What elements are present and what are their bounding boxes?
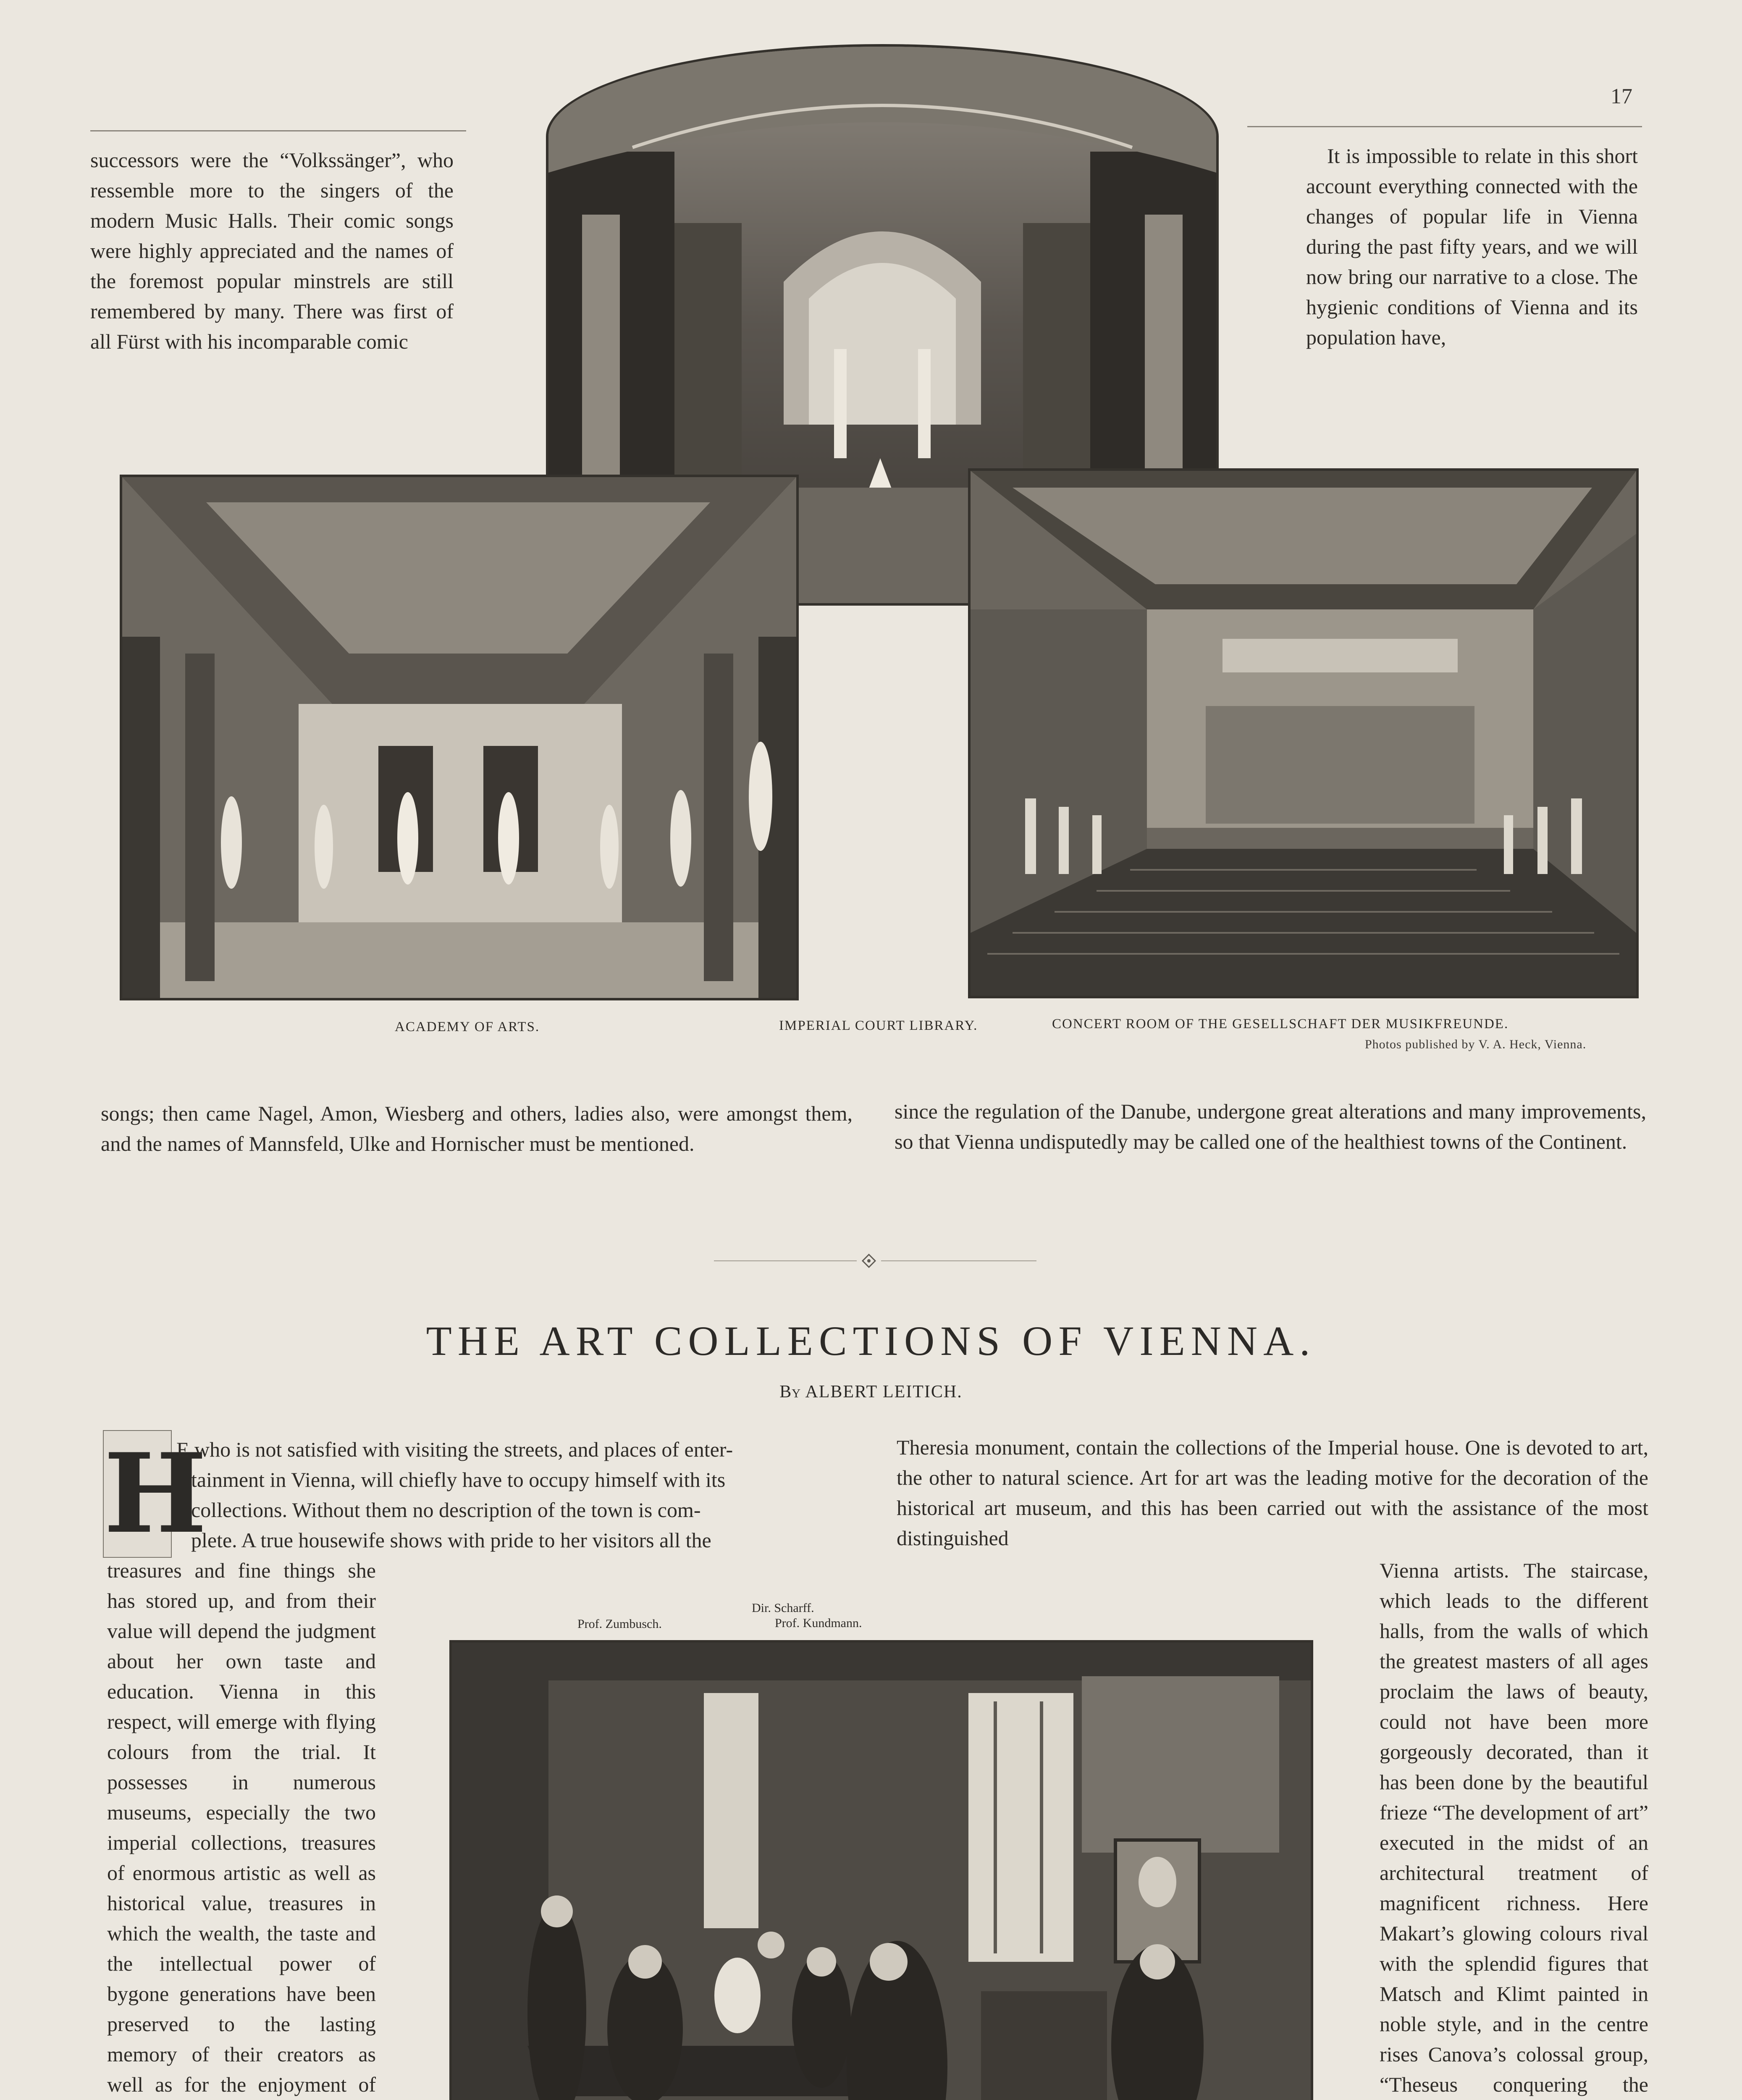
separator-ornament — [862, 1254, 876, 1268]
upper-bottom-right: since the regulation of the Danube, undergone great alterations and many improvements, so that Vienna undisputedly may be called one of the healthiest towns of the Continent. — [895, 1100, 1646, 1153]
separator-rule-left — [714, 1260, 857, 1261]
seance-painting — [449, 1640, 1313, 2100]
byline-author: ALBERT LEITICH. — [805, 1382, 963, 1402]
upper-bottom-left: songs; then came Nagel, Amon, Wiesberg and others, ladies also, were amongst them, and the names of Mannsfeld, Ulke and Hornischer must be mentioned. — [101, 1102, 853, 1155]
upper-right-column: It is impossible to relate in this short account everything connected with the changes of popular life in Vienna during the past fifty years, and we will now bring our narrative to a close. The hygienic conditions of Vienna and its population have, — [1306, 144, 1638, 349]
photo-credit: Photos published by V. A. Heck, Vienna. — [1365, 1037, 1587, 1051]
article-title: THE ART COLLECTIONS OF VIENNA. — [426, 1318, 1316, 1364]
intro-line-1: E who is not satisfied with visiting the streets, and places of enter- — [176, 1438, 733, 1461]
article-right-column: Vienna artists. The staircase, which leads to the different halls, from the walls of which the greatest masters of all ages proclaim the laws of beauty, could not have been more gorgeously decorated, than it has been done by the beautiful frieze “The development of art” executed in the midst of an architectural treatment of magnificent richness. Here Makart’s glowing colours rival with the splendid figures that Matsch and Klimt painted in noble style, and in the centre rises Canova’s colossal group, “Theseus conquering the — [1380, 1559, 1648, 2096]
concert-room-photo — [968, 468, 1639, 998]
intro-line-4: plete. A true housewife shows with pride to her visitors all the — [191, 1528, 711, 1552]
article-byline — [0, 1382, 1742, 1402]
intro-line-2: tainment in Vienna, will chiefly have to occupy himself with its — [191, 1468, 726, 1491]
intro-line-3: collections. Without them no description of the town is com- — [191, 1498, 701, 1522]
separator-rule-right — [881, 1260, 1036, 1261]
painting-label-scharff: Dir. Scharff. — [752, 1601, 814, 1615]
header-rule-left — [90, 130, 466, 131]
library-caption: IMPERIAL COURT LIBRARY. — [779, 1018, 978, 1033]
byline-prefix: By — [779, 1382, 801, 1402]
painting-label-zumbusch: Prof. Zumbusch. — [577, 1617, 662, 1631]
painting-label-kundmann: Prof. Kundmann. — [775, 1616, 862, 1630]
drop-cap-h: H — [104, 1430, 207, 1558]
page-number: 17 — [1611, 84, 1632, 108]
article-left-column: treasures and fine things she has stored up, and from their value will depend the judgment about her own taste and education. Vienna in this respect, will emerge with flying colours from the trial. It possesses in numerous museums, especially the two imperial collections, treasures of enormous artistic as well as historical value, treasures in which the wealth, the taste and the intellectual power of bygone generations have been preserved to the lasting memory of their creators as well as for the enjoyment of — [107, 1559, 376, 2096]
academy-caption: ACADEMY OF ARTS. — [395, 1019, 540, 1034]
article-right-top: Theresia monument, contain the collections of the Imperial house. One is devoted to art, the other to natural science. Art for art was the leading motive for the decoration of the historical art museum, and this has been carried out with the assistance of the most distinguished — [897, 1436, 1648, 1550]
upper-left-column: successors were the “Volkssänger”, who ressemble more to the singers of the modern Music Halls. Their comic songs were highly appreciated and the names of the foremost popular minstrels are still remembered by many. There was first of all Fürst with his incomparable comic — [90, 148, 454, 353]
header-rule-right — [1247, 126, 1642, 127]
concert-caption: CONCERT ROOM OF THE GESELLSCHAFT DER MUSIKFREUNDE. — [1052, 1016, 1509, 1032]
academy-photo — [120, 475, 799, 1000]
